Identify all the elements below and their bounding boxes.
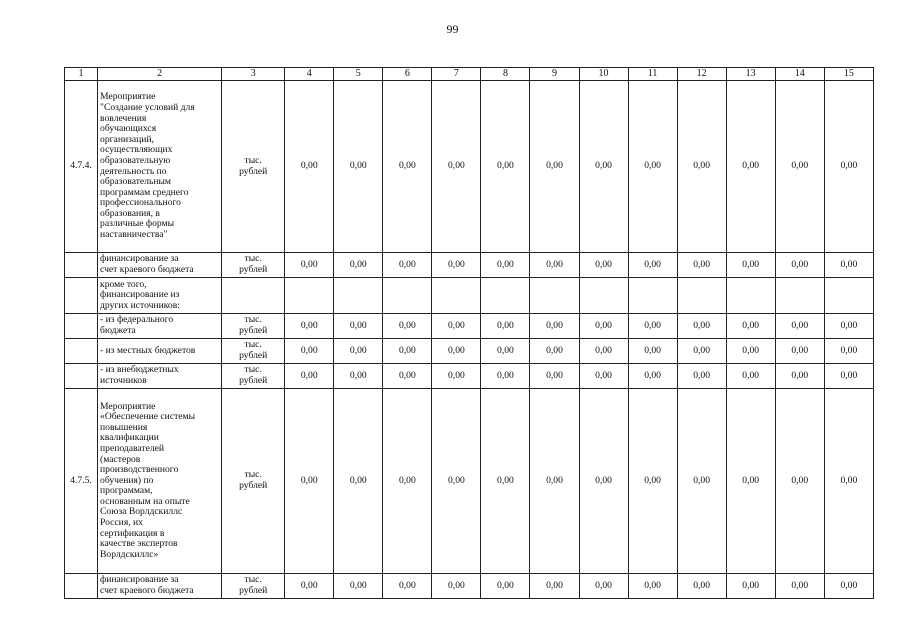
item-name: - из внебюджетных источников	[100, 364, 179, 386]
value-cell: 0,00	[775, 389, 824, 574]
value-cell: 0,00	[432, 364, 481, 389]
value-cell: 0,00	[579, 81, 628, 253]
item-number: 4.7.4.	[65, 81, 98, 253]
value-cell: 0,00	[726, 574, 775, 599]
value-cell: 0,00	[775, 339, 824, 364]
value-cell: 0,00	[334, 81, 383, 253]
value-cell: 0,00	[481, 253, 530, 278]
table-row	[65, 339, 874, 364]
table-row	[65, 253, 874, 278]
value-cell: 0,00	[334, 314, 383, 339]
value-cell: 0,00	[334, 574, 383, 599]
item-number	[65, 339, 98, 364]
item-name: Мероприятие "Создание условий для вовлечения обучающихся организаций, осуществляющих образовательную деятельность по образовательным программам среднего профессионального образования, в различные формы наставничества"	[100, 91, 195, 241]
value-cell	[824, 278, 873, 314]
column-header: 10	[579, 68, 628, 81]
value-cell: 0,00	[481, 364, 530, 389]
value-cell: 0,00	[530, 314, 579, 339]
value-cell: 0,00	[481, 339, 530, 364]
value-cell: 0,00	[726, 364, 775, 389]
value-cell: 0,00	[824, 253, 873, 278]
item-number	[65, 278, 98, 314]
item-number	[65, 253, 98, 278]
value-cell: 0,00	[579, 253, 628, 278]
value-cell: 0,00	[579, 314, 628, 339]
value-cell: 0,00	[530, 389, 579, 574]
value-cell: 0,00	[628, 574, 677, 599]
value-cell: 0,00	[824, 81, 873, 253]
item-name: - из местных бюджетов	[100, 344, 196, 356]
value-cell: 0,00	[677, 364, 726, 389]
value-cell	[530, 278, 579, 314]
value-cell: 0,00	[481, 314, 530, 339]
column-header: 11	[628, 68, 677, 81]
unit-label: тыс. рублей	[239, 339, 268, 361]
value-cell: 0,00	[775, 81, 824, 253]
value-cell: 0,00	[383, 339, 432, 364]
unit-label: тыс. рублей	[239, 253, 268, 275]
value-cell: 0,00	[677, 339, 726, 364]
value-cell: 0,00	[432, 339, 481, 364]
column-header: 8	[481, 68, 530, 81]
value-cell: 0,00	[775, 314, 824, 339]
column-header: 6	[383, 68, 432, 81]
value-cell: 0,00	[432, 253, 481, 278]
column-header: 2	[98, 68, 222, 81]
value-cell: 0,00	[285, 339, 334, 364]
value-cell: 0,00	[824, 389, 873, 574]
value-cell: 0,00	[726, 314, 775, 339]
table-row	[65, 278, 874, 314]
value-cell: 0,00	[432, 574, 481, 599]
value-cell: 0,00	[579, 389, 628, 574]
value-cell: 0,00	[383, 389, 432, 574]
item-name: финансирование за счет краевого бюджета	[100, 253, 194, 275]
value-cell: 0,00	[530, 339, 579, 364]
table-row	[65, 81, 874, 253]
table-row	[65, 389, 874, 574]
item-number	[65, 314, 98, 339]
value-cell: 0,00	[383, 364, 432, 389]
value-cell: 0,00	[775, 574, 824, 599]
value-cell: 0,00	[432, 81, 481, 253]
value-cell: 0,00	[726, 339, 775, 364]
value-cell	[677, 278, 726, 314]
column-header: 9	[530, 68, 579, 81]
value-cell: 0,00	[677, 253, 726, 278]
item-number: 4.7.5.	[65, 389, 98, 574]
value-cell: 0,00	[677, 389, 726, 574]
value-cell: 0,00	[677, 574, 726, 599]
unit-label: тыс. рублей	[239, 314, 268, 336]
column-header: 14	[775, 68, 824, 81]
value-cell: 0,00	[530, 574, 579, 599]
value-cell: 0,00	[481, 389, 530, 574]
value-cell: 0,00	[628, 314, 677, 339]
column-header: 5	[334, 68, 383, 81]
value-cell: 0,00	[628, 364, 677, 389]
value-cell: 0,00	[334, 339, 383, 364]
value-cell: 0,00	[285, 364, 334, 389]
value-cell	[628, 278, 677, 314]
value-cell: 0,00	[334, 364, 383, 389]
unit-label: тыс. рублей	[239, 574, 268, 596]
column-header: 1	[65, 68, 98, 81]
value-cell: 0,00	[726, 389, 775, 574]
unit-label: тыс. рублей	[239, 364, 268, 386]
value-cell: 0,00	[334, 389, 383, 574]
value-cell: 0,00	[628, 253, 677, 278]
value-cell	[579, 278, 628, 314]
column-header: 3	[222, 68, 285, 81]
unit-label: тыс. рублей	[239, 154, 268, 177]
value-cell: 0,00	[481, 574, 530, 599]
value-cell	[334, 278, 383, 314]
value-cell: 0,00	[530, 364, 579, 389]
item-number	[65, 364, 98, 389]
value-cell: 0,00	[824, 364, 873, 389]
value-cell: 0,00	[579, 574, 628, 599]
value-cell	[432, 278, 481, 314]
item-name: кроме того, финансирование из других источников:	[100, 278, 180, 311]
value-cell: 0,00	[824, 574, 873, 599]
value-cell: 0,00	[775, 364, 824, 389]
value-cell: 0,00	[285, 81, 334, 253]
value-cell: 0,00	[677, 81, 726, 253]
value-cell: 0,00	[383, 81, 432, 253]
value-cell: 0,00	[432, 389, 481, 574]
value-cell: 0,00	[628, 339, 677, 364]
page-number: 99	[446, 22, 459, 36]
value-cell: 0,00	[285, 389, 334, 574]
value-cell: 0,00	[383, 253, 432, 278]
value-cell: 0,00	[481, 81, 530, 253]
column-header: 15	[824, 68, 873, 81]
value-cell: 0,00	[285, 253, 334, 278]
value-cell: 0,00	[726, 253, 775, 278]
column-header: 7	[432, 68, 481, 81]
value-cell: 0,00	[285, 314, 334, 339]
value-cell: 0,00	[628, 81, 677, 253]
column-header: 13	[726, 68, 775, 81]
value-cell	[481, 278, 530, 314]
column-header-row	[65, 68, 874, 81]
table-row	[65, 574, 874, 599]
value-cell: 0,00	[726, 81, 775, 253]
value-cell: 0,00	[775, 253, 824, 278]
column-header: 12	[677, 68, 726, 81]
table-row	[65, 314, 874, 339]
value-cell	[383, 278, 432, 314]
value-cell	[775, 278, 824, 314]
value-cell: 0,00	[383, 574, 432, 599]
value-cell: 0,00	[579, 364, 628, 389]
item-number	[65, 574, 98, 599]
value-cell	[726, 278, 775, 314]
value-cell: 0,00	[824, 339, 873, 364]
value-cell: 0,00	[824, 314, 873, 339]
value-cell: 0,00	[530, 253, 579, 278]
item-name: - из федерального бюджета	[100, 314, 174, 336]
unit-label: тыс. рублей	[239, 469, 268, 491]
value-cell: 0,00	[432, 314, 481, 339]
item-name: Мероприятие «Обеспечение системы повышения квалификации преподавателей (мастеров производственного обучения) по программам, основанным на опыте Союза Ворлдскиллс Россия, их сертификация в качестве экспертов Ворлдскиллс»	[100, 400, 196, 560]
value-cell: 0,00	[383, 314, 432, 339]
value-cell	[285, 278, 334, 314]
budget-table	[64, 67, 874, 599]
value-cell: 0,00	[334, 253, 383, 278]
column-header: 4	[285, 68, 334, 81]
table-row	[65, 364, 874, 389]
item-name: финансирование за счет краевого бюджета	[100, 574, 194, 596]
value-cell: 0,00	[677, 314, 726, 339]
value-cell: 0,00	[628, 389, 677, 574]
value-cell: 0,00	[285, 574, 334, 599]
value-cell: 0,00	[530, 81, 579, 253]
value-cell: 0,00	[579, 339, 628, 364]
